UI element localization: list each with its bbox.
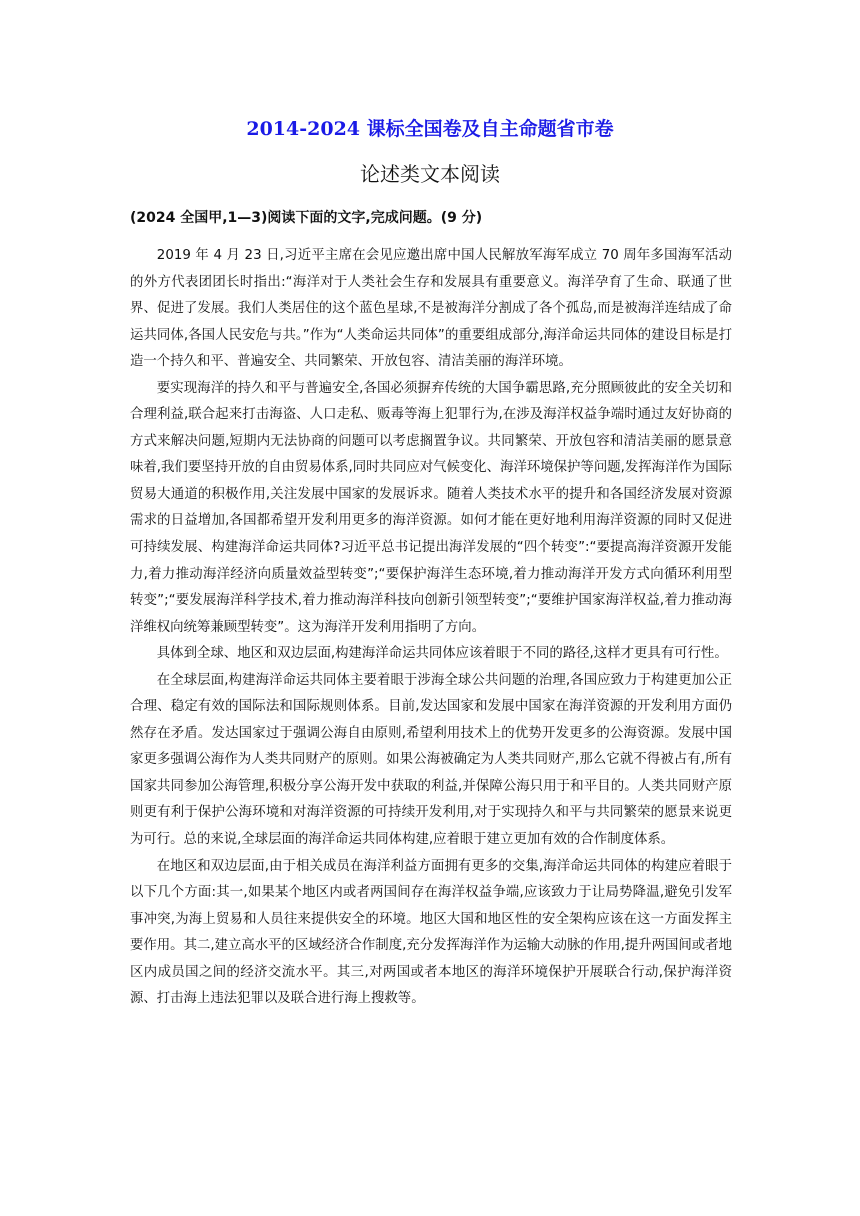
question-heading: (2024 全国甲,1—3)阅读下面的文字,完成问题。(9 分) <box>130 210 483 226</box>
main-title: 2014-2024 课标全国卷及自主命题省市卷 <box>246 118 614 140</box>
paragraph-2: 要实现海洋的持久和平与普遍安全,各国必须摒弃传统的大国争霸思路,充分照顾彼此的安全关切和合理利益,联合起来打击海盗、人口走私、贩毒等海上犯罪行为,在涉及海洋权益争端时通过友好协商的方式来解决问题,短期内无法协商的问题可以考虑搁置争议。共同繁荣、开放包容和清洁美丽的愿景意味着,我们要坚持开放的自由贸易体系,同时共同应对气候变化、海洋环境保护等问题,发挥海洋作为国际贸易大通道的积极作用,关注发展中国家的发展诉求。随着人类技术水平的提升和各国经济发展对资源需求的日益增加,各国都希望开发利用更多的海洋资源。如何才能在更好地利用海洋资源的同时又促进可持续发展、构建海洋命运共同体?习近平总书记提出海洋发展的“四个转变”:“要提高海洋资源开发能力,着力推动海洋经济向质量效益型转变”;“要保护海洋生态环境,着力推动海洋开发方式向循环利用型转变”;“要发展海洋科学技术,着力推动海洋科技向创新引领型转变”;“要维护国家海洋权益,着力推动海洋维权向统筹兼顾型转变”。这为海洋开发利用指明了方向。 <box>130 380 732 635</box>
paragraph-4: 在全球层面,构建海洋命运共同体主要着眼于涉海全球公共问题的治理,各国应致力于构建更加公正合理、稳定有效的国际法和国际规则体系。目前,发达国家和发展中国家在海洋资源的开发利用方面仍然存在矛盾。发达国家过于强调公海自由原则,希望利用技术上的优势开发更多的公海资源。发展中国家更多强调公海作为人类共同财产的原则。如果公海被确定为人类共同财产,那么它就不得被占有,所有国家共同参加公海管理,积极分享公海开发中获取的利益,并保障公海只用于和平目的。人类共同财产原则更有利于保护公海环境和对海洋资源的可持续开发利用,对于实现持久和平与共同繁荣的愿景来说更为可行。总的来说,全球层面的海洋命运共同体构建,应着眼于建立更加有效的合作制度体系。 <box>130 672 732 848</box>
sub-title: 论述类文本阅读 <box>360 162 500 186</box>
paragraph-1: 2019 年 4 月 23 日,习近平主席在会见应邀出席中国人民解放军海军成立 70 周年多国海军活动的外方代表团团长时指出:“海洋对于人类社会生存和发展具有重要意义。海洋孕育了生命、联通了世界、促进了发展。我们人类居住的这个蓝色星球,不是被海洋分割成了各个孤岛,而是被海洋连结成了命运共同体,各国人民安危与共。”作为“人类命运共同体”的重要组成部分,海洋命运共同体的建设目标是打造一个持久和平、普遍安全、共同繁荣、开放包容、清洁美丽的海洋环境。 <box>130 248 732 370</box>
passage-body <box>130 243 732 1013</box>
paragraph-3: 具体到全球、地区和双边层面,构建海洋命运共同体应该着眼于不同的路径,这样才更具有可行性。 <box>156 646 728 662</box>
paragraph-5: 在地区和双边层面,由于相关成员在海洋利益方面拥有更多的交集,海洋命运共同体的构建应着眼于以下几个方面:其一,如果某个地区内或者两国间存在海洋权益争端,应该致力于让局势降温,避免引发军事冲突,为海上贸易和人员往来提供安全的环境。地区大国和地区性的安全架构应该在这一方面发挥主要作用。其二,建立高水平的区域经济合作制度,充分发挥海洋作为运输大动脉的作用,提升两国间或者地区内成员国之间的经济交流水平。其三,对两国或者本地区的海洋环境保护开展联合行动,保护海洋资源、打击海上违法犯罪以及联合进行海上搜救等。 <box>130 858 732 1007</box>
